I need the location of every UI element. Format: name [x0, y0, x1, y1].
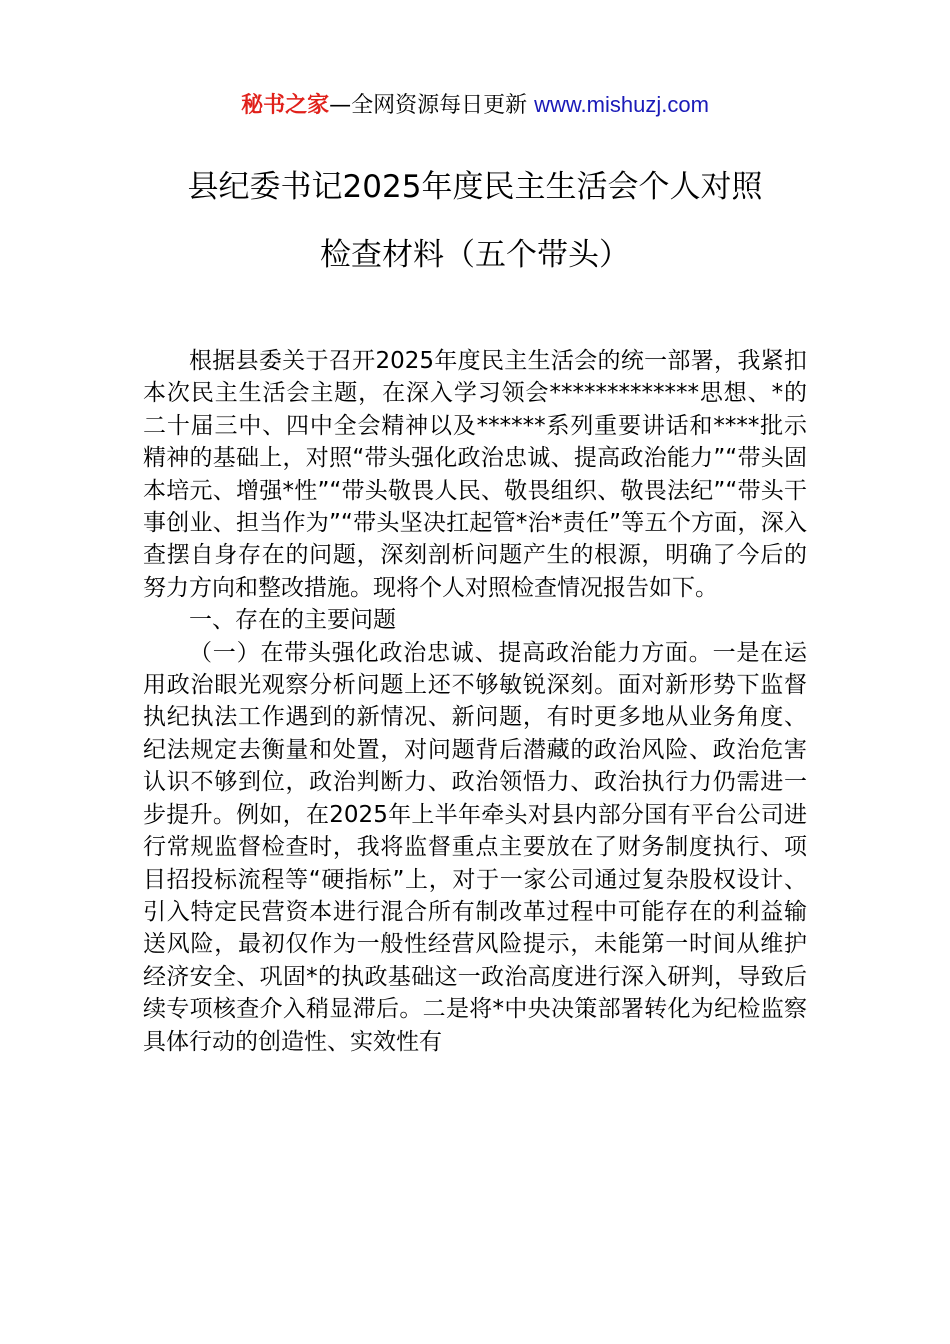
brand-name: 秘书之家	[241, 93, 330, 118]
site-header	[0, 88, 950, 123]
paragraph-section-1: （一）在带头强化政治忠诚、提高政治能力方面。一是在运用政治眼光观察分析问题上还不够敏锐深刻。面对新形势下监督执纪执法工作遇到的新情况、新问题，有时更多地从业务角度、纪法规定去衡量和处置，对问题背后潜藏的政治风险、政治危害认识不够到位，政治判断力、政治领悟力、政治执行力仍需进一步提升。例如，在2025年上半年牵头对县内部分国有平台公司进行常规监督检查时，我将监督重点主要放在了财务制度执行、项目招投标流程等“硬指标”上，对于一家公司通过复杂股权设计、引入特定民营资本进行混合所有制改革过程中可能存在的利益输送风险，最初仅作为一般性经营风险提示，未能第一时间从维护经济安全、巩固*的执政基础这一政治高度进行深入研判，导致后续专项核查介入稍显滞后。二是将*中央决策部署转化为纪检监察具体行动的创造性、实效性有	[143, 639, 807, 1055]
header-tagline: —全网资源每日更新	[329, 93, 535, 118]
document-title-line-2: 检查材料（五个带头）	[320, 237, 630, 273]
paragraph-intro: 根据县委关于召开2025年度民主生活会的统一部署，我紧扣本次民主生活会主题，在深入学习领会*************思想、*的二十届三中、四中全会精神以及******系列重要讲话和****批示精神的基础上，对照“带头强化政治忠诚、提高政治能力”“带头固本培元、增强*性”“带头敬畏人民、敬畏组织、敬畏法纪”“带头干事创业、担当作为”“带头坚决扛起管*治*责任”等五个方面，深入查摆自身存在的问题，深刻剖析问题产生的根源，明确了今后的努力方向和整改措施。现将个人对照检查情况报告如下。	[143, 348, 807, 601]
document-title-line-1: 县纪委书记2025年度民主生活会个人对照	[187, 169, 763, 205]
site-link[interactable]: www.mishuzj.com	[534, 92, 709, 117]
section-heading: 一、存在的主要问题	[189, 607, 396, 634]
document-body	[143, 345, 807, 1058]
